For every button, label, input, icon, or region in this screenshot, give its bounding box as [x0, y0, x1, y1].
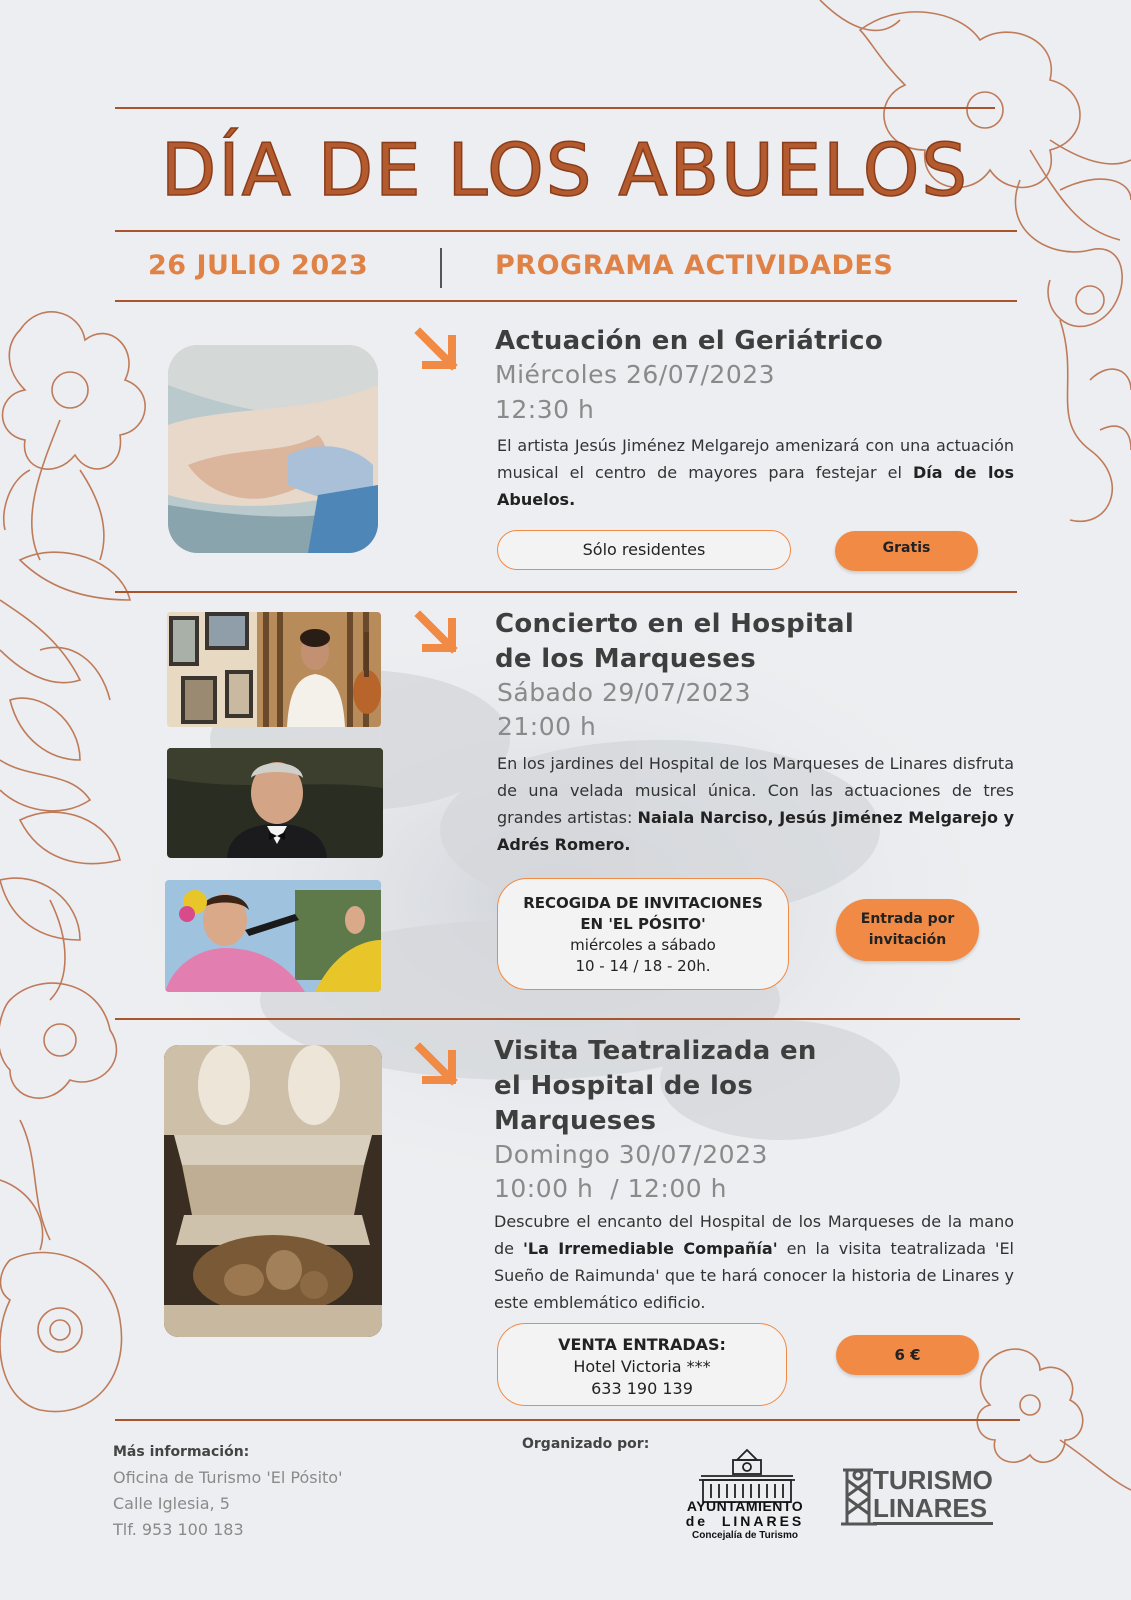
event-1-access-badge — [497, 530, 791, 570]
turismo-linares-logo-text — [873, 1466, 993, 1525]
info-line-office: Oficina de Turismo 'El Pósito' — [113, 1468, 343, 1487]
event-1-title — [495, 324, 883, 359]
header-bottom-rule — [115, 300, 1017, 302]
event-2-arrow-icon — [412, 608, 464, 660]
header-top-rule — [115, 107, 995, 109]
footer-rule — [115, 1419, 1020, 1421]
event-2-invitation-info-box — [497, 878, 789, 990]
event-2-photo-guitarist — [167, 612, 381, 727]
ayuntamiento-line-1: AYUNTAMIENTO — [686, 1498, 804, 1514]
event-1-date: Miércoles 26/07/2023 — [495, 360, 776, 389]
divider-1 — [115, 591, 1017, 593]
turismo-line-2: LINARES — [873, 1494, 993, 1525]
organized-by-label: Organizado por: — [522, 1436, 650, 1452]
event-2-info-line-4: 10 - 14 / 18 - 20h. — [575, 957, 711, 975]
event-1-description: El artista Jesús Jiménez Melgarejo amenizará con una actuación musical el centro de mayores para festejar el Día de los Abuelos. — [497, 436, 1014, 509]
program-heading: PROGRAMA ACTIVIDADES — [495, 250, 894, 281]
ayuntamiento-building-icon — [697, 1446, 797, 1504]
event-2-price-line-1: Entrada por — [860, 911, 955, 927]
event-2-info-line-1: RECOGIDA DE INVITACIONES — [523, 894, 763, 912]
event-1-price-badge: Gratis — [835, 531, 978, 571]
event-3-title-line-1: Visita Teatralizada en — [494, 1036, 817, 1066]
event-3-photo-sculpture — [164, 1045, 382, 1337]
header-separator — [440, 248, 442, 288]
ayuntamiento-line-3: Concejalía de Turismo — [692, 1530, 798, 1541]
event-3-description: Descubre el encanto del Hospital de los Marqueses de la mano de 'La Irremediable Compañía' en la visita teatralizada 'El Sueño de Raimunda' que te hará conocer la historia de Linares y este emblemático edificio. — [494, 1212, 1014, 1312]
event-2-title-line-2: de los Marqueses — [495, 644, 756, 674]
event-2-price-line-2: invitación — [868, 932, 947, 948]
info-line-phone: Tlf. 953 100 183 — [113, 1520, 244, 1539]
event-2-info-line-2: EN 'EL PÓSITO' — [580, 915, 706, 933]
more-info-label: Más información: — [113, 1444, 250, 1460]
event-2-title-line-1: Concierto en el Hospital — [495, 609, 855, 639]
event-3-title-line-3: Marqueses — [494, 1106, 657, 1136]
ayuntamiento-logo-text — [670, 1499, 820, 1543]
event-3-info-line-3: 633 190 139 — [591, 1379, 693, 1398]
event-2-date: Sábado 29/07/2023 — [497, 678, 752, 707]
event-3-title-line-2: el Hospital de los — [494, 1071, 754, 1101]
event-2-photo-singer — [167, 748, 383, 858]
event-2-description: En los jardines del Hospital de los Marqueses de Linares disfruta de una velada musical única. Con las actuaciones de tres grandes artistas: Naiala Narciso, Jesús Jiménez Melgarejo y Adrés Romero. — [497, 754, 1014, 854]
divider-2 — [115, 1018, 1020, 1020]
event-date-heading: 26 JULIO 2023 — [148, 250, 369, 281]
header-mid-rule — [115, 230, 1017, 232]
event-3-ticket-info-box — [497, 1323, 787, 1406]
event-2-info-line-3: miércoles a sábado — [570, 936, 716, 954]
turismo-line-1: TURISMO — [873, 1465, 993, 1495]
event-3-arrow-icon — [412, 1040, 464, 1092]
ayuntamiento-line-2: de LINARES — [685, 1513, 805, 1529]
event-1-time: 12:30 h — [495, 395, 595, 424]
event-3-info-line-1: VENTA ENTRADAS: — [558, 1335, 726, 1354]
event-3-title — [494, 1034, 817, 1139]
event-2-title — [495, 607, 854, 677]
event-2-time: 21:00 h — [497, 712, 597, 741]
page-title: DÍA DE LOS ABUELOS — [160, 128, 970, 212]
event-3-time: 10:00 h / 12:00 h — [494, 1174, 727, 1203]
event-2-photo-flamenco — [165, 880, 381, 992]
event-3-date: Domingo 30/07/2023 — [494, 1140, 768, 1169]
info-line-address: Calle Iglesia, 5 — [113, 1494, 230, 1513]
event-1-arrow-icon — [412, 325, 464, 377]
event-2-price-badge — [836, 899, 979, 961]
event-1-access-text: Sólo residentes — [582, 540, 706, 559]
event-3-info-line-2: Hotel Victoria *** — [573, 1357, 711, 1376]
event-1-title-line: Actuación en el Geriátrico — [495, 326, 884, 356]
event-3-price-badge: 6 € — [836, 1335, 979, 1375]
event-1-photo-hands — [168, 345, 378, 553]
